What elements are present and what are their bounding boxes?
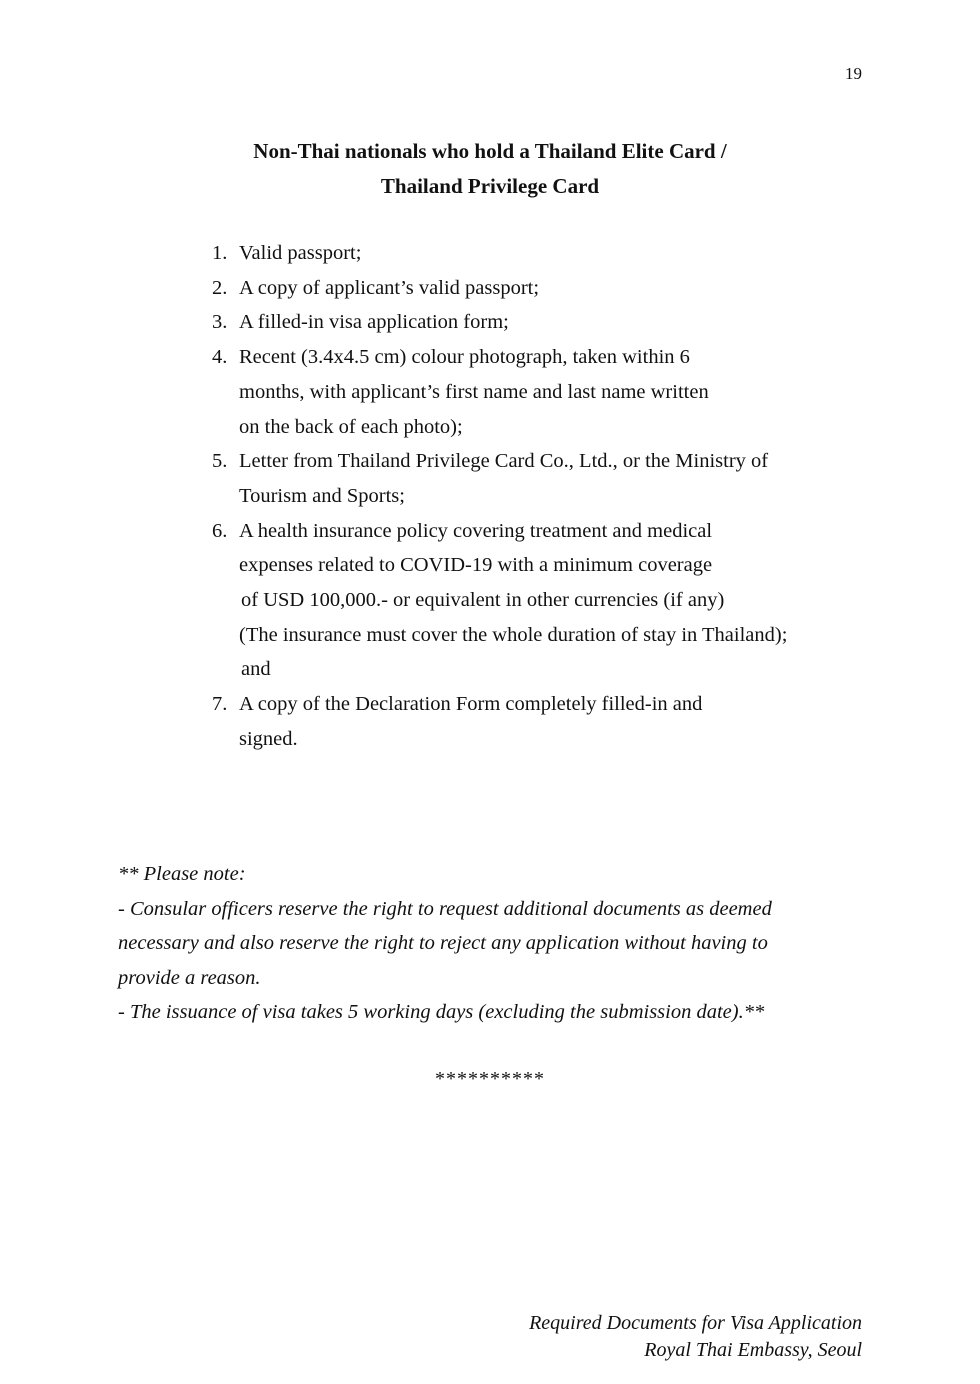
requirement-text — [239, 305, 509, 340]
requirement-line: on the back of each photo); — [239, 415, 463, 438]
requirement-number: 5. — [212, 450, 228, 473]
note-heading-text: Please note: — [143, 863, 246, 885]
requirement-number: 6. — [212, 519, 228, 542]
note-line: necessary and also reserve the right to reject any application without having to — [118, 932, 768, 955]
requirement-item — [212, 271, 787, 306]
separator-stars: ********** — [435, 1068, 545, 1090]
requirement-line: A health insurance policy covering treatment and medical — [239, 519, 713, 542]
requirement-text — [239, 340, 709, 444]
requirement-line: A copy of applicant’s valid passport; — [239, 276, 540, 299]
requirement-line: signed. — [239, 727, 298, 750]
requirement-line: Letter from Thailand Privilege Card Co., Ltd., or the Ministry of — [239, 450, 769, 473]
requirement-number: 4. — [212, 346, 228, 369]
page-title — [0, 134, 980, 204]
requirement-item — [212, 305, 787, 340]
footer-line-1: Required Documents for Visa Application — [529, 1312, 862, 1334]
requirement-item — [212, 236, 787, 271]
please-note-section — [118, 857, 772, 1030]
requirement-line: A filled-in visa application form; — [239, 311, 509, 334]
page-number: 19 — [845, 64, 862, 83]
requirement-line: Valid passport; — [239, 242, 362, 264]
title-line-2: Thailand Privilege Card — [380, 174, 600, 198]
requirement-line: of USD 100,000.- or equivalent in other currencies (if any) — [241, 589, 725, 612]
requirement-line: Recent (3.4x4.5 cm) colour photograph, taken within 6 — [239, 346, 690, 369]
note-line: - Consular officers reserve the right to request additional documents as deemed — [118, 897, 772, 920]
requirement-item — [212, 340, 787, 444]
note-line: provide a reason. — [118, 966, 261, 989]
requirement-text — [239, 271, 539, 306]
note-heading-stars: ** — [118, 863, 144, 885]
requirement-line: (The insurance must cover the whole duration of stay in Thailand); — [239, 623, 788, 646]
requirement-item — [212, 514, 787, 688]
requirement-text — [239, 236, 361, 271]
requirement-number: 7. — [212, 693, 228, 716]
requirement-line: A copy of the Declaration Form completely filled-in and — [239, 693, 703, 716]
requirement-line: Tourism and Sports; — [239, 484, 405, 507]
page-footer — [529, 1310, 862, 1364]
requirement-line: and — [241, 658, 271, 681]
note-line: - The issuance of visa takes 5 working days (excluding the submission date).** — [118, 1001, 765, 1024]
requirement-text — [239, 687, 702, 756]
requirement-number: 3. — [212, 311, 228, 334]
requirement-text — [239, 444, 768, 513]
requirement-line: months, with applicant’s first name and last name written — [239, 380, 709, 403]
requirement-number: 2. — [212, 276, 228, 299]
requirement-item — [212, 444, 787, 513]
requirement-line: expenses related to COVID-19 with a minimum coverage — [239, 554, 713, 577]
requirements-list — [212, 236, 787, 757]
requirement-text — [239, 514, 787, 688]
requirement-number: 1. — [212, 242, 228, 264]
footer-line-2: Royal Thai Embassy, Seoul — [644, 1339, 862, 1361]
title-line-1: Non-Thai nationals who hold a Thailand Elite Card / — [253, 139, 727, 163]
requirement-item — [212, 687, 787, 756]
note-heading — [118, 857, 772, 892]
